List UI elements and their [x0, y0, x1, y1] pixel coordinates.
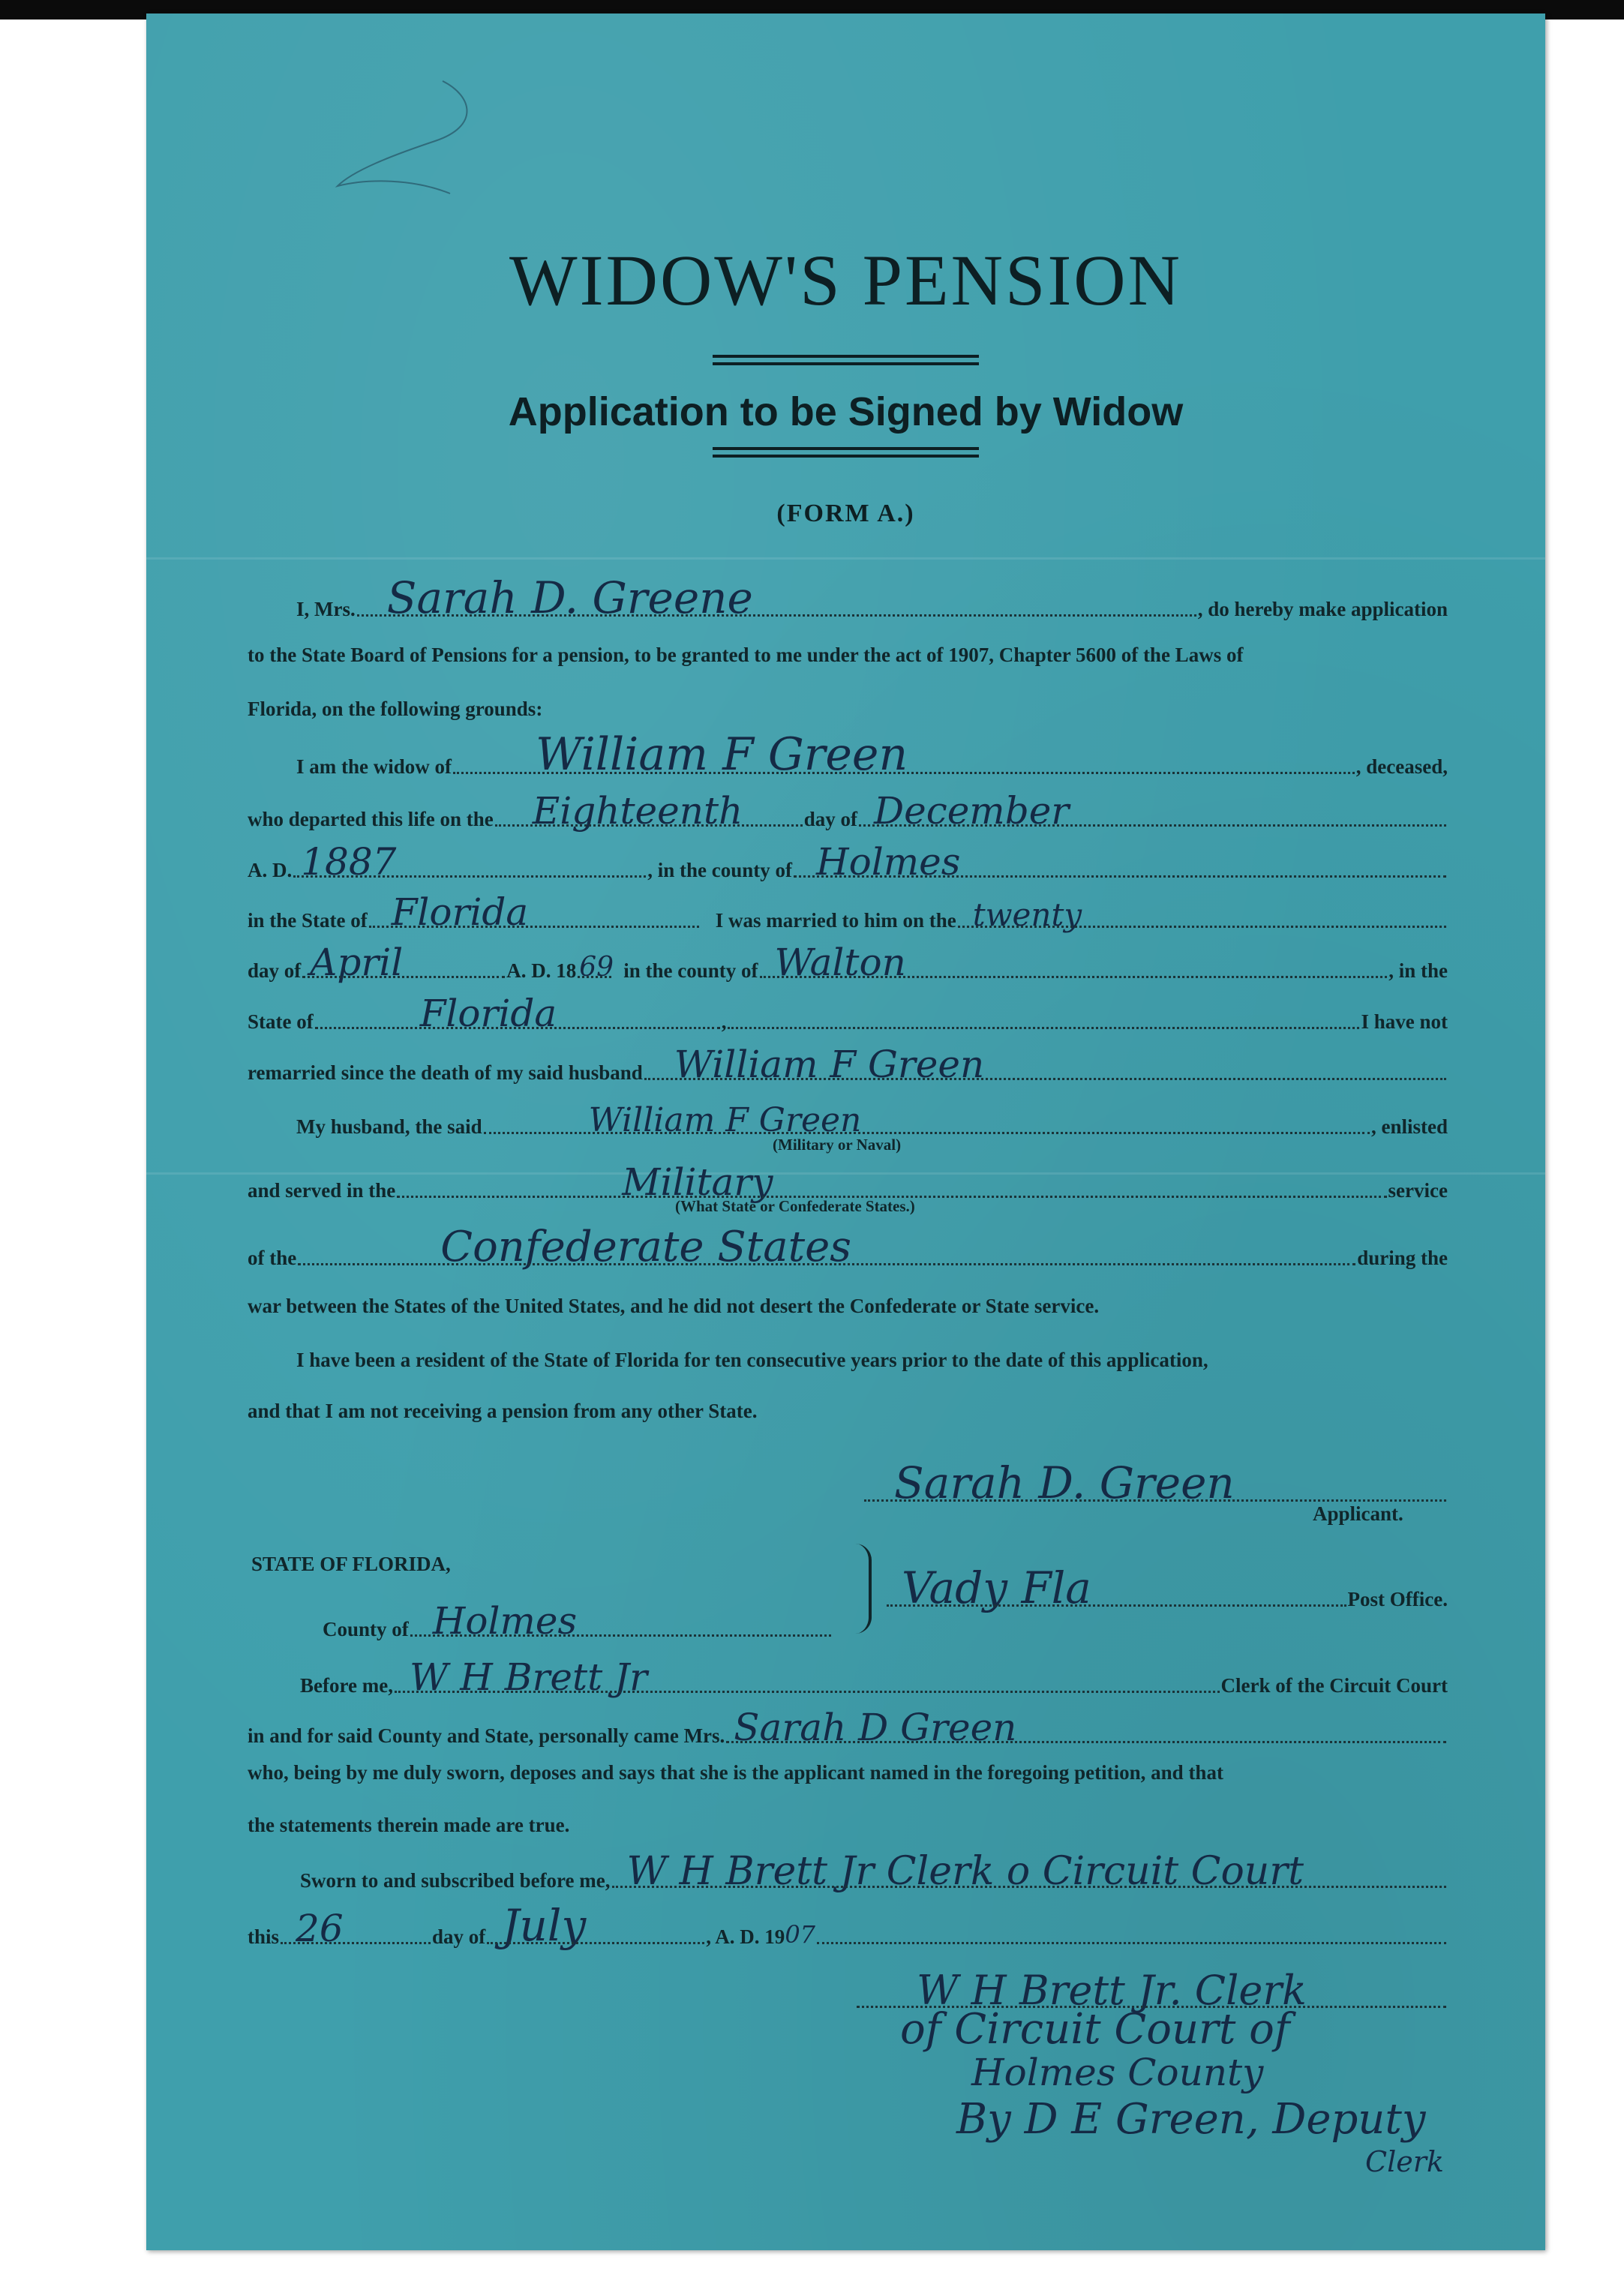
- handwritten-confederate: Confederate States: [440, 1223, 851, 1271]
- death-year-county-line: [248, 837, 1448, 882]
- sworn-day-field[interactable]: [281, 1907, 431, 1950]
- handwritten-sworn-day: 26: [296, 1907, 344, 1950]
- post-office-line: [885, 1562, 1448, 1613]
- printed-label: Sworn to and subscribed before me,: [300, 1869, 611, 1892]
- handwritten-clerk-sig-5: Clerk: [1365, 2145, 1444, 2178]
- marriage-state-field[interactable]: [315, 992, 720, 1035]
- personally-came-line: [248, 1703, 1448, 1748]
- death-state-field[interactable]: [369, 890, 699, 934]
- husband-name-field-2[interactable]: [484, 1101, 1370, 1139]
- sworn-month-field[interactable]: [487, 1900, 704, 1951]
- printed-label: day of: [803, 808, 858, 830]
- handwritten-death-county: Holmes: [816, 840, 961, 884]
- handwritten-applicant-name: Sarah D. Greene: [386, 572, 753, 623]
- county-line: [323, 1596, 833, 1641]
- husband-enlisted-line: [296, 1094, 1448, 1139]
- printed-label: I was married to him on the: [715, 909, 956, 932]
- grounds-text: Florida, on the following grounds:: [248, 698, 543, 720]
- title-rule: [713, 355, 979, 365]
- handwritten-marriage-county: Walton: [774, 941, 906, 984]
- handwritten-death-year: 1887: [301, 840, 397, 884]
- form-title: WIDOW'S PENSION: [509, 240, 1182, 320]
- state-of-florida-label: STATE OF FLORIDA,: [251, 1553, 451, 1575]
- statute-text: to the State Board of Pensions for a pension, to be granted to me under the act of 1907, Chapter 5600 of the Laws of: [248, 644, 1244, 666]
- handwritten-death-state: Florida: [391, 890, 529, 934]
- no-other-pension-text: and that I am not receiving a pension from any other State.: [248, 1400, 758, 1422]
- confederate-field[interactable]: [298, 1223, 1355, 1271]
- handwritten-signature: Sarah D. Green: [894, 1457, 1235, 1508]
- printed-label: ,: [721, 1010, 727, 1033]
- sworn-before-line: [300, 1847, 1448, 1892]
- death-month-field[interactable]: [859, 789, 1446, 833]
- handwritten-sworn-month: July: [502, 1900, 587, 1951]
- printed-label: in the State of: [248, 909, 368, 932]
- husband-name-field[interactable]: [453, 728, 1355, 781]
- handwritten-remarried-name: William F Green: [674, 1043, 985, 1086]
- war-service-text: war between the States of the United States, and he did not desert the Confederate or State service.: [248, 1295, 1100, 1317]
- handwritten-death-day: Eighteenth: [532, 789, 743, 833]
- handwritten-clerk-name: W H Brett Jr: [409, 1655, 647, 1699]
- printed-label: I, Mrs.: [296, 598, 356, 620]
- applicant-line: [296, 572, 1448, 623]
- printed-label: My husband, the said: [296, 1115, 482, 1138]
- handwritten-marriage-day: twenty: [972, 896, 1082, 933]
- statements-true-text: the statements therein made are true.: [248, 1814, 570, 1836]
- marriage-county-field[interactable]: [760, 941, 1388, 984]
- dotted-leader: [728, 1004, 1359, 1034]
- marriage-year-field[interactable]: [578, 952, 614, 983]
- marriage-date-line: [248, 938, 1448, 983]
- handwritten-husband-name-2: William F Green: [588, 1101, 862, 1139]
- printed-label: in the county of: [623, 959, 758, 982]
- handwritten-post-office: Vady Fla: [902, 1562, 1091, 1613]
- post-office-field[interactable]: [887, 1562, 1346, 1613]
- handwritten-death-month: December: [874, 789, 1070, 833]
- printed-label: , in the: [1388, 959, 1448, 982]
- applicant-signature-field[interactable]: [864, 1457, 1446, 1508]
- pencil-scribble: [323, 66, 548, 216]
- printed-label: State of: [248, 1010, 314, 1033]
- handwritten-marriage-month: April: [310, 941, 404, 984]
- handwritten-clerk-sig-4: By D E Green, Deputy: [956, 2095, 1426, 2144]
- clerk-name-field[interactable]: [395, 1655, 1220, 1699]
- sworn-date-line: [248, 1900, 1448, 1951]
- printed-label: , enlisted: [1370, 1115, 1448, 1138]
- printed-label: in and for said County and State, personally came Mrs.: [248, 1724, 725, 1747]
- marriage-day-field[interactable]: [958, 896, 1446, 933]
- printed-label: who departed this life on the: [248, 808, 494, 830]
- printed-label: A. D. 18: [506, 959, 577, 982]
- death-state-marriage-line: [248, 887, 1448, 932]
- pension-form-page: [146, 14, 1545, 2250]
- printed-label: , in the county of: [647, 859, 793, 881]
- printed-label: A. D.: [248, 859, 293, 881]
- residency-text: I have been a resident of the State of Florida for ten consecutive years prior to the date of this application,: [296, 1349, 1208, 1371]
- printed-label: Post Office.: [1347, 1588, 1448, 1610]
- county-field[interactable]: [410, 1599, 831, 1643]
- printed-label: service: [1388, 1179, 1448, 1202]
- came-mrs-field[interactable]: [726, 1706, 1446, 1749]
- widow-of-line: [296, 728, 1448, 781]
- printed-label: County of: [323, 1618, 409, 1640]
- printed-label: , deceased,: [1355, 755, 1448, 778]
- form-subtitle: Application to be Signed by Widow: [508, 389, 1184, 434]
- military-or-naval-caption: (Military or Naval): [773, 1136, 902, 1154]
- handwritten-service-type: Military: [622, 1160, 773, 1204]
- printed-label: I have not: [1361, 1010, 1448, 1033]
- printed-label: , A. D. 19: [706, 1925, 785, 1948]
- printed-label: Clerk of the Circuit Court: [1220, 1674, 1448, 1697]
- paper-fold: [146, 557, 1545, 560]
- handwritten-came-mrs: Sarah D Green: [734, 1706, 1017, 1749]
- printed-label: during the: [1357, 1247, 1448, 1269]
- printed-label: I am the widow of: [296, 755, 452, 778]
- printed-label: Before me,: [300, 1674, 393, 1697]
- printed-label: remarried since the death of my said husband: [248, 1061, 643, 1084]
- bracket: [855, 1544, 872, 1634]
- handwritten-sworn-by: W H Brett Jr Clerk o Circuit Court: [626, 1849, 1304, 1894]
- printed-label: day of: [432, 1925, 486, 1948]
- confederate-line: [248, 1225, 1448, 1270]
- death-day-field[interactable]: [495, 789, 803, 833]
- printed-label: day of: [248, 959, 302, 982]
- printed-label: this: [248, 1925, 280, 1948]
- dotted-leader: [817, 1919, 1446, 1949]
- subtitle-rule: [713, 447, 979, 458]
- handwritten-clerk-sig-2: of Circuit Court of: [900, 2005, 1290, 2054]
- handwritten-husband-name: William F Green: [536, 728, 908, 781]
- marriage-state-line: [248, 989, 1448, 1034]
- death-year-field[interactable]: [293, 840, 646, 884]
- state-or-confederate-caption: (What State or Confederate States.): [675, 1197, 915, 1215]
- remarried-name-field[interactable]: [644, 1043, 1446, 1086]
- remarried-line: [248, 1040, 1448, 1085]
- sworn-statement-text: who, being by me duly sworn, deposes and says that she is the applicant named in the foregoing petition, and that: [248, 1761, 1223, 1784]
- handwritten-marriage-state: Florida: [419, 992, 557, 1035]
- printed-label: of the: [248, 1247, 297, 1269]
- printed-label: and served in the: [248, 1179, 396, 1202]
- handwritten-clerk-sig-1: W H Brett Jr. Clerk: [917, 1967, 1307, 2014]
- handwritten-clerk-sig-3: Holmes County: [971, 2051, 1264, 2094]
- printed-label: , do hereby make application: [1197, 598, 1448, 620]
- death-county-field[interactable]: [794, 840, 1446, 884]
- applicant-name-field[interactable]: [357, 572, 1196, 623]
- form-identifier: (FORM A.): [776, 500, 915, 527]
- applicant-signature-line: [863, 1457, 1448, 1508]
- applicant-label: Applicant.: [1313, 1502, 1403, 1525]
- before-me-line: [300, 1652, 1448, 1697]
- marriage-month-field[interactable]: [302, 941, 505, 984]
- handwritten-marriage-year: 69: [579, 952, 614, 983]
- death-date-line: [248, 786, 1448, 831]
- handwritten-sworn-year: 07: [785, 1920, 816, 1949]
- handwritten-county: Holmes: [432, 1599, 578, 1643]
- served-in-line: [248, 1157, 1448, 1202]
